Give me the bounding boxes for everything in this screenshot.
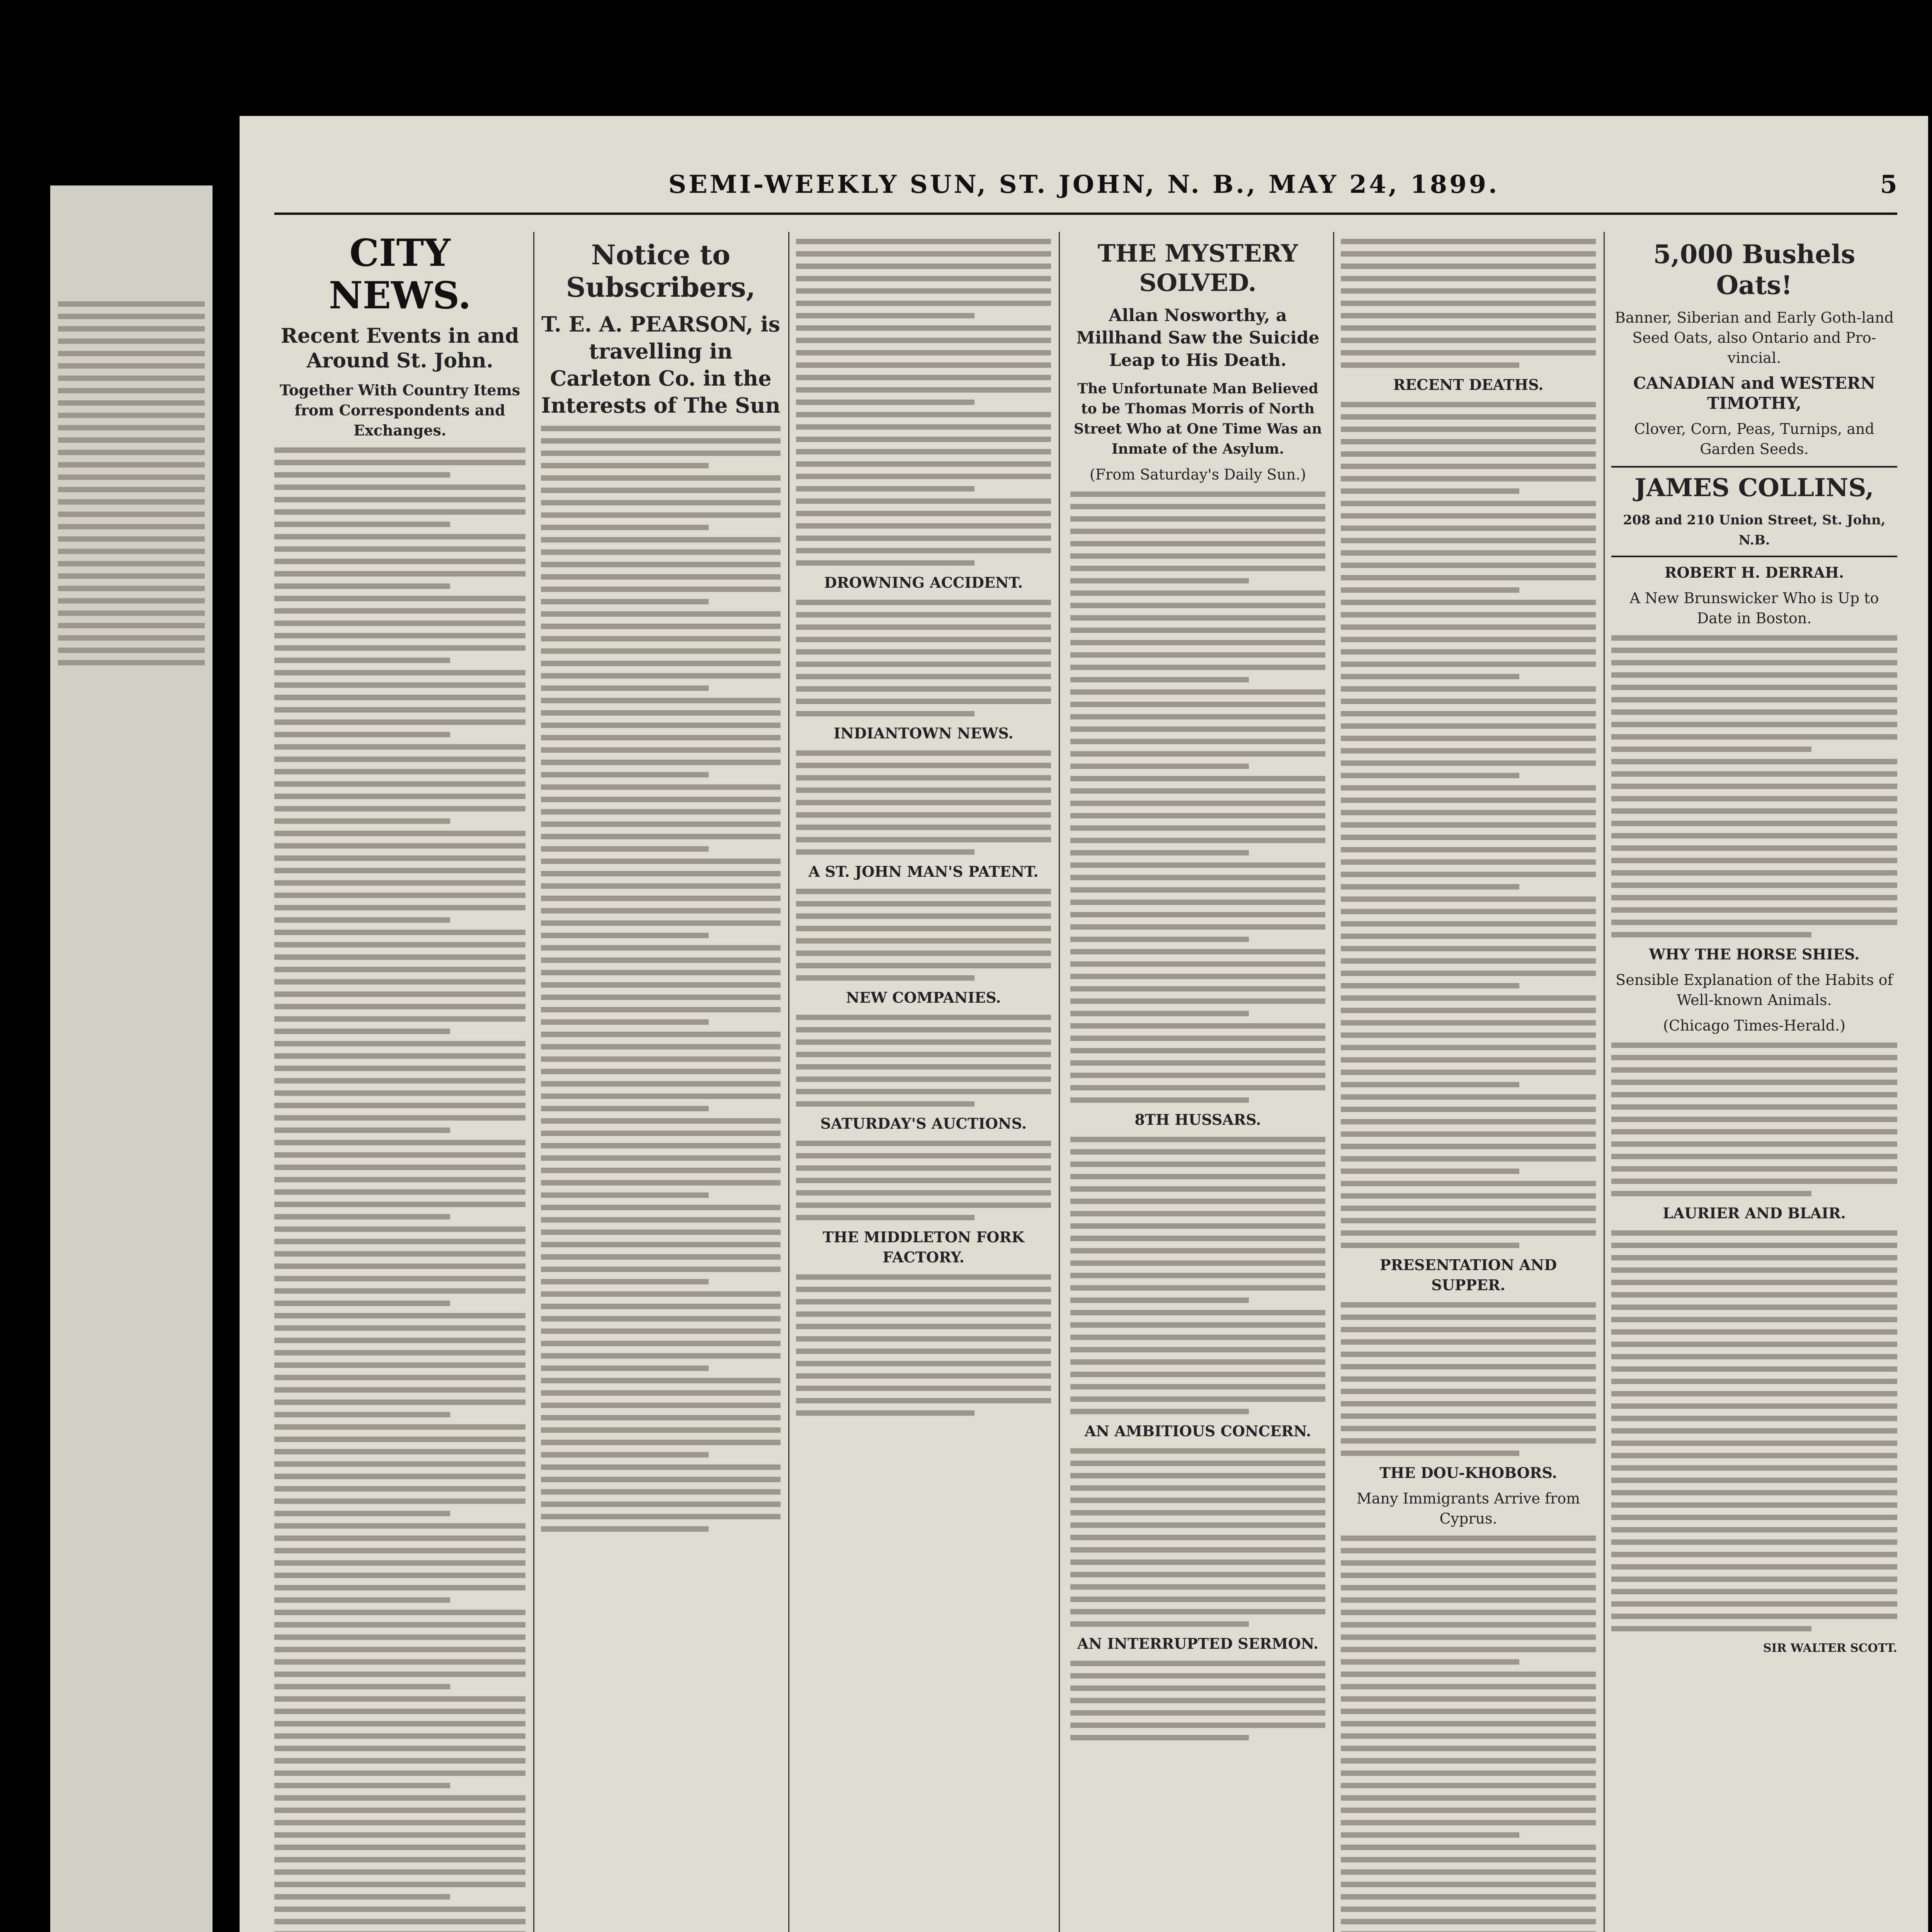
column-rule <box>788 232 789 1932</box>
heading-horse: WHY THE HORSE SHIES. <box>1649 946 1860 963</box>
oats-desc: Banner, Siberian and Early Goth-land Seed Oats, also Ontario and Pro-vincial. <box>1615 309 1894 366</box>
article-text-block <box>796 750 1051 855</box>
mystery-source: (From Saturday's Daily Sun.) <box>1089 466 1306 483</box>
heading-deaths: RECENT DEATHS. <box>1393 376 1544 393</box>
city-news-subtitle2: Together With Country Items from Correspondents and Exchanges. <box>279 381 520 439</box>
page-number: 5 <box>1880 170 1897 199</box>
masthead: SEMI-WEEKLY SUN, ST. JOHN, N. B., MAY 24, 1899. <box>668 170 1500 199</box>
article-text-block <box>1611 1230 1897 1631</box>
mystery-subtitle: Allan Nosworthy, a Millhand Saw the Suicide Leap to His Death. <box>1076 306 1320 370</box>
mystery-subtitle2: The Unfortunate Man Believed to be Thomas Morris of North Street Who at One Time Was an Inmate of the Asylum. <box>1073 381 1322 457</box>
mystery-title: THE MYSTERY SOLVED. <box>1097 239 1298 297</box>
column-rule <box>1604 232 1605 1932</box>
newspaper-page <box>240 116 1928 1932</box>
heading-auctions: SATURDAY'S AUCTIONS. <box>820 1115 1027 1132</box>
column-rule <box>533 232 534 1932</box>
heading-companies: NEW COMPANIES. <box>846 989 1001 1006</box>
collins-name: JAMES COLLINS, <box>1611 466 1897 503</box>
derrah-sub: A New Brunswicker Who is Up to Date in Boston. <box>1629 590 1879 627</box>
article-text-block <box>796 889 1051 981</box>
horse-sub: Sensible Explanation of the Habits of Well-known Animals. <box>1616 971 1893 1009</box>
article-text-block <box>1341 1302 1596 1456</box>
heading-hussars: 8TH HUSSARS. <box>1134 1111 1261 1128</box>
signoff: SIR WALTER SCOTT. <box>1763 1641 1897 1655</box>
article-text-block <box>1070 1137 1325 1414</box>
column-mystery <box>1070 232 1325 1932</box>
heading-doukhobors: THE DOU-KHOBORS. <box>1379 1464 1557 1481</box>
heading-derrah: ROBERT H. DERRAH. <box>1664 564 1844 581</box>
article-text-block <box>274 447 526 1932</box>
doukhobors-sub: Many Immigrants Arrive from Cyprus. <box>1356 1490 1580 1527</box>
article-text-block <box>796 1141 1051 1220</box>
column-rule <box>1333 232 1334 1932</box>
article-text-block <box>1070 492 1325 1103</box>
masthead-rule <box>274 213 1897 215</box>
article-text-block <box>1070 1448 1325 1627</box>
collins-address: 208 and 210 Union Street, St. John, N.B. <box>1611 510 1897 557</box>
heading-factory: THE MIDDLETON FORK FACTORY. <box>823 1228 1024 1266</box>
city-news-title: CITY NEWS. <box>328 232 471 317</box>
column-5 <box>1341 232 1596 1932</box>
clover: Clover, Corn, Peas, Turnips, and Garden Seeds. <box>1634 420 1874 457</box>
notice-title: Notice to Subscribers, <box>566 239 756 303</box>
article-text-block <box>1341 402 1596 1248</box>
heading-supper: PRESENTATION AND SUPPER. <box>1379 1256 1557 1294</box>
heading-concern: AN AMBITIOUS CONCERN. <box>1084 1422 1311 1440</box>
article-text-block <box>796 600 1051 716</box>
horse-source: (Chicago Times-Herald.) <box>1663 1017 1845 1034</box>
article-text-block <box>541 426 781 1532</box>
article-text-block <box>796 1274 1051 1416</box>
column-6 <box>1611 232 1897 1932</box>
article-text-block <box>58 301 205 665</box>
notice-body: T. E. A. PEARSON, is travelling in Carleton Co. in the Interests of The Sun <box>541 312 781 418</box>
adjacent-page-edge <box>50 185 213 1932</box>
article-text-block <box>1611 1043 1897 1196</box>
article-text-block <box>1611 635 1897 937</box>
article-text-block <box>1341 239 1596 368</box>
column-rule <box>1059 232 1060 1932</box>
article-text-block <box>1341 1536 1596 1932</box>
column-notice <box>541 232 781 1932</box>
heading-sermon: AN INTERRUPTED SERMON. <box>1077 1635 1319 1652</box>
column-city-news <box>274 232 526 1932</box>
heading-laurier: LAURIER AND BLAIR. <box>1663 1204 1846 1222</box>
heading-drowning: DROWNING ACCIDENT. <box>824 574 1023 591</box>
timothy: CANADIAN and WESTERN TIMOTHY, <box>1633 374 1876 413</box>
heading-patent: A ST. JOHN MAN'S PATENT. <box>808 863 1039 880</box>
heading-indiantown: INDIANTOWN NEWS. <box>833 724 1014 742</box>
article-text-block <box>1070 1661 1325 1740</box>
oats-title: 5,000 Bushels Oats! <box>1653 239 1855 300</box>
column-3 <box>796 232 1051 1932</box>
article-text-block <box>796 1015 1051 1107</box>
article-text-block <box>796 239 1051 566</box>
city-news-subtitle: Recent Events in and Around St. John. <box>281 324 519 372</box>
